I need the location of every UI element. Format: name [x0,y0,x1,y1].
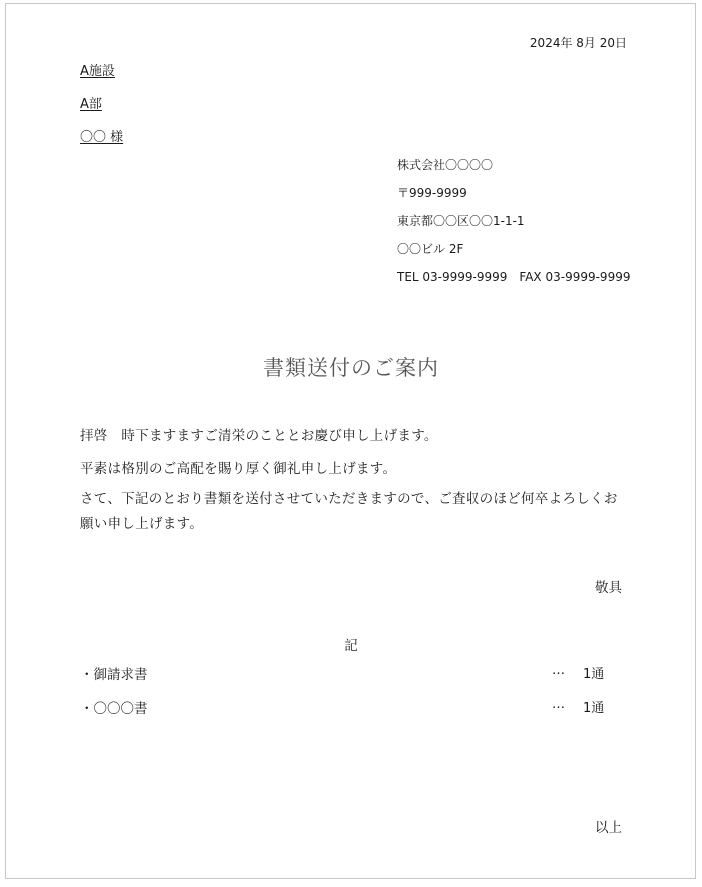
greeting-paragraph: 拝啓 時下ますますご清栄のこととお慶び申し上げます。 [80,428,438,444]
leader-dots: … [552,663,565,678]
sender-contact: TEL 03-9999-9999 FAX 03-9999-9999 [397,270,631,284]
document-title: 書類送付のご案内 [263,356,439,380]
list-item: ・御請求書 [80,667,148,683]
sender-building: 〇〇ビル 2F [397,242,464,256]
list-item: ・〇〇〇書 [80,701,148,717]
recipient-facility: A施設 [80,64,115,79]
sender-address: 東京都〇〇区〇〇1-1-1 [397,214,525,228]
thanks-paragraph: 平素は格別のご高配を賜り厚く御礼申し上げます。 [80,461,397,477]
recipient-department: A部 [80,97,102,112]
sender-postal: 〒999-9999 [397,186,467,200]
item-quantity: 1通 [583,701,605,716]
item-quantity: 1通 [583,667,605,682]
recipient-name: 〇〇 様 [80,130,124,145]
leader-dots: … [552,697,565,712]
end-mark: 以上 [595,820,622,836]
main-paragraph: さて、下記のとおり書類を送付させていただきますので、ご査収のほど何卒よろしくお願い申し上げます。 [80,491,618,532]
closing-keigu: 敬具 [595,580,622,596]
letter-date: 2024年 8月 20日 [529,36,627,50]
record-heading: 記 [344,638,358,654]
sender-company: 株式会社〇〇〇〇 [397,158,494,172]
